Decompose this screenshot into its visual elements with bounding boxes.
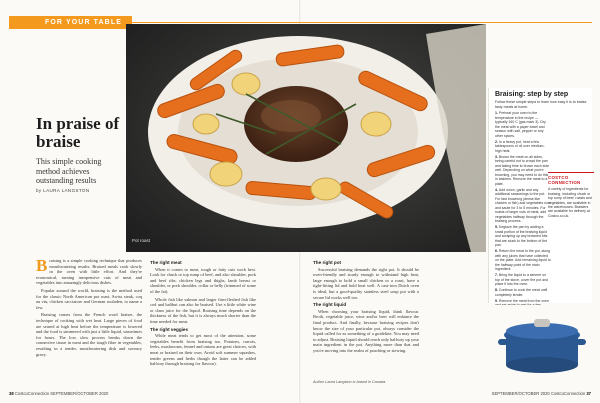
liquid-paragraph: When choosing your braising liquid, think flavour. Broth, vegetable juice, wine and/or beer will enhance the final product. And finally, because braising recipes don't know the size of your particular pot, always consider the liquid called for as something of a guideline. You may need to adjust. Braising liquid should reach only halfway up your main ingredient in the pot. Anything more than that and you're moving into the realm of poaching or stewing. — [313, 308, 419, 353]
subhead-veggies: The right veggies — [150, 326, 189, 332]
step-item: 6.Return the meat to the pot, along with any juices that have collected on the plate. Add remaining liquid to the halfway point of the main ingredient. — [495, 249, 551, 272]
intro-paragraph — [36, 258, 142, 286]
folio-left: 38 CostcoConnection SEPTEMBER/OCTOBER 2020 — [9, 391, 109, 396]
body-column-2 — [150, 258, 256, 369]
step-item: 4.Add onion, garlic and any additional seasonings to the pot. For fast browning (dense like chicken or fish) add vegetables now and saute for 3 to 5 minutes. For roasts of larger cuts of meat, add vegetables halfway through the braising process. — [495, 187, 551, 224]
step-item: 5.Deglaze the pan by adding a small portion of the braising liquid and scraping up any browned bits that are stuck to the bottom of the pan. — [495, 225, 548, 248]
headline: In praise of braise — [36, 114, 120, 151]
author-bio: Author Laura Langston is based in Canada. — [313, 380, 387, 384]
step-item: 9.Remove the meat from the oven — [495, 298, 549, 303]
pot-paragraph: Successful braising demands the right pot. It should be oven-friendly and sturdy enough to withstand high heat, large enough to hold a small chicken or a roast, have a tight-fitting lid and hold heat well. A cast-iron Dutch oven is ideal, but a good-quality stainless steel soup pot with a secure lid works well too. — [313, 266, 419, 300]
section-rule — [132, 22, 592, 23]
section-band — [9, 16, 132, 29]
fish-paragraph: Whole fish like salmon and larger firm-fleshed fish like cod and halibut can also be braised. Use a little white wine or clam juice for the liquid. Braising time depends on the thickness of the fish, but it is always much shorter than the time needed for meat. — [150, 296, 256, 324]
subhead-meat: The right meat — [150, 260, 182, 265]
step-item: 7.Bring the liquid to a simmer on top of the stove, cover the pot and place it into the oven. — [495, 273, 548, 287]
dutch-oven-illustration — [490, 305, 594, 379]
pot-roast-illustration — [126, 24, 486, 252]
subhead-pot: The right pot — [313, 260, 342, 265]
section-label: FOR YOUR TABLE — [45, 19, 122, 26]
step-item: 2.In a heavy pot, heat a few tablespoons of oil over medium-high heat. — [495, 139, 545, 153]
body-paragraph-3: Braising comes from the French word braiser, the technique of cooking with wet heat. Large pieces of food are seared at high heat before the temperature is lowered and the food is simmered with just a little liquid, sometimes for hours. The low, slow process breaks down the connective tissue in meat and the tough fibre in vegetables, resulting in a tender, mouthwatering dish and savoury gravy. — [36, 312, 142, 357]
photo-caption: Pot roast — [132, 238, 151, 243]
dutch-oven-photo — [490, 305, 594, 379]
meat-paragraph: When it comes to meat, tough or fatty cuts work best. Look for chuck or top rump of beef, and also shoulder, pork and beef ribs, chicken legs and thighs, lamb breast or shoulder, or pork shoulder, collar or belly (trimmed of some of the fat). — [150, 266, 256, 294]
pot-roast-photo — [126, 24, 486, 252]
step-item: 8.Continue to cook the meat until completely tender. — [495, 288, 548, 297]
step-item: 1.Preheat your oven to the temperature in the recipe — typically 160 C (gas mark 3). Dry the meat with a paper towel and season with salt, pepper or any other spices. — [495, 111, 546, 138]
step-item: 3.Brown the meat on all sides, being careful not to crowd the pan and taking time to brown each side well. Depending on what you're browning, you may need to do this in batches. Remove the meat to a plate. — [495, 154, 550, 186]
steps-list — [495, 111, 551, 326]
sidebar-title: Braising: step by step — [495, 91, 569, 98]
costco-connection-box — [548, 172, 594, 218]
body-column-3 — [313, 258, 419, 356]
sidebar-intro: Follow these simple steps to learn how easy it is to braise tasty meals at home. — [495, 100, 587, 109]
body-paragraph-2: Popular around the world, braising is the method used for the classic North American pot roast, Swiss steak, coq au vin, chicken cacciatore and German rouladen, to name a few. — [36, 287, 142, 310]
folio-right: SEPTEMBER/OCTOBER 2020 CostcoConnection 37 — [491, 391, 591, 396]
body-column-1 — [36, 258, 142, 359]
costco-connection-title: COSTCO CONNECTION — [548, 172, 594, 185]
veggies-paragraph: While meat tends to get most of the attention, some vegetables benefit from braising too. Potatoes, carrots, leeks, mushrooms, fennel and onions are great choices, with meat or braised on their own. Avoid soft summer squashes, tender greens and herbs though the latter can be added halfway through braising for flavour). — [150, 333, 256, 367]
byline: by LAURA LANGSTON — [36, 188, 90, 193]
subhead-liquid: The right liquid — [313, 302, 347, 308]
costco-connection-text: A variety of ingredients for braising, including chuck or top rump of beef, roasts and vegetables, are available in the warehouses. Braisiers are available for delivery at Costco.co.uk. — [548, 187, 592, 218]
drop-cap: B — [36, 256, 48, 275]
body-paragraph-1: raising is a simple cooking technique that produces mouthwatering results. Braised meals cook slowly in the oven with little effort. And they're economical, turning inexpensive cuts of meat and vegetables into amazingly delicious dishes. — [36, 258, 142, 286]
dek: This simple cooking method achieves outstanding results — [36, 157, 102, 185]
